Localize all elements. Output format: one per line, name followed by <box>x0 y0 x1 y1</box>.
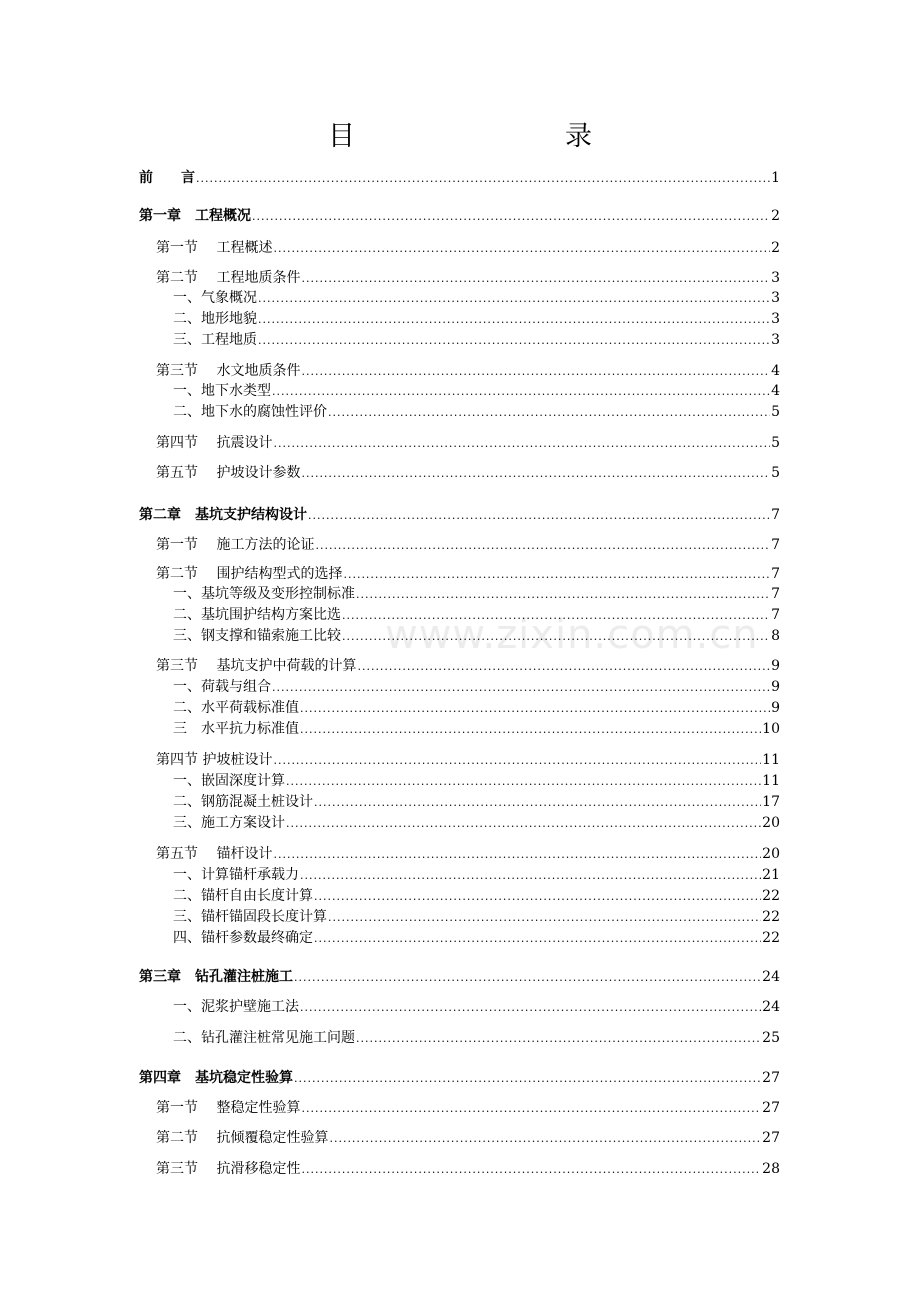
toc-entry[interactable] <box>173 403 780 422</box>
toc-entry-label: 二、锚杆自由长度计算 <box>173 888 313 904</box>
toc-entry[interactable] <box>173 908 780 927</box>
toc-entry[interactable] <box>156 1099 780 1118</box>
toc-entry-label: 前 言 <box>139 170 195 186</box>
dot-leader <box>273 435 770 453</box>
toc-entry-label: 三、工程地质 <box>173 332 257 348</box>
dot-leader <box>301 363 770 381</box>
toc-entry-page: 17 <box>762 794 780 810</box>
toc-entry-page: 4 <box>771 363 780 379</box>
dot-leader <box>314 930 761 948</box>
toc-entry-page: 22 <box>762 888 780 904</box>
dot-leader <box>196 170 770 188</box>
dot-leader <box>356 1030 761 1048</box>
toc-entry[interactable] <box>173 720 780 739</box>
toc-entry-label: 第二节 围护结构型式的选择 <box>156 566 343 582</box>
toc-entry-page: 3 <box>771 290 780 306</box>
toc-entry-page: 9 <box>771 679 780 695</box>
dot-leader <box>356 586 770 604</box>
toc-entry-label: 第一节 工程概述 <box>156 240 273 256</box>
toc-entry-page: 7 <box>771 537 780 553</box>
toc-entry-label: 第二章 基坑支护结构设计 <box>139 507 307 523</box>
toc-entry[interactable] <box>156 464 780 483</box>
dot-leader <box>258 311 770 329</box>
dot-leader <box>357 658 770 676</box>
toc-entry-label: 二、地形地貌 <box>173 311 257 327</box>
toc-entry[interactable] <box>173 699 780 718</box>
toc-entry[interactable] <box>156 362 780 381</box>
toc-entry-page: 3 <box>771 332 780 348</box>
toc-entry-label: 二、钢筋混凝土桩设计 <box>173 794 313 810</box>
toc-entry[interactable] <box>156 565 780 584</box>
toc-entry-page: 7 <box>771 586 780 602</box>
toc-entry[interactable] <box>139 506 780 525</box>
toc-entry-page: 10 <box>762 721 780 737</box>
toc-entry-label: 二、钻孔灌注桩常见施工问题 <box>173 1030 355 1046</box>
dot-leader <box>342 628 770 646</box>
toc-entry-page: 2 <box>771 208 780 224</box>
toc-entry-page: 3 <box>771 311 780 327</box>
dot-leader <box>272 383 770 401</box>
toc-entry[interactable] <box>173 866 780 885</box>
toc-entry-label: 二、基坑围护结构方案比选 <box>173 607 341 623</box>
dot-leader <box>301 270 770 288</box>
toc-entry-label: 一、气象概况 <box>173 290 257 306</box>
toc-entry[interactable] <box>173 929 780 948</box>
toc-entry-page: 27 <box>762 1070 780 1086</box>
toc-entry[interactable] <box>173 678 780 697</box>
toc-entry[interactable] <box>156 845 780 864</box>
toc-entry-page: 24 <box>762 969 780 985</box>
toc-entry-page: 22 <box>762 909 780 925</box>
toc-entry-page: 5 <box>771 435 780 451</box>
toc-entry[interactable] <box>139 169 780 188</box>
dot-leader <box>301 1100 761 1118</box>
toc-entry[interactable] <box>173 382 780 401</box>
dot-leader <box>329 1130 761 1148</box>
toc-entry-page: 5 <box>771 404 780 420</box>
toc-entry[interactable] <box>173 793 780 812</box>
toc-entry[interactable] <box>156 1129 780 1148</box>
toc-entry-page: 7 <box>771 507 780 523</box>
dot-leader <box>286 773 761 791</box>
toc-entry[interactable] <box>173 331 780 350</box>
toc-entry[interactable] <box>173 887 780 906</box>
toc-entry-page: 20 <box>762 815 780 831</box>
toc-entry-label: 第一章 工程概况 <box>139 208 251 224</box>
toc-entry-page: 9 <box>771 700 780 716</box>
watermark: www.zixin.com.cn <box>385 612 759 658</box>
toc-entry-page: 4 <box>771 383 780 399</box>
toc-entry[interactable] <box>173 310 780 329</box>
toc-entry-label: 第五节 护坡设计参数 <box>156 465 301 481</box>
toc-entry-label: 第一节 整稳定性验算 <box>156 1100 301 1116</box>
toc-entry-page: 21 <box>762 867 780 883</box>
toc-entry[interactable] <box>139 1069 780 1088</box>
dot-leader <box>342 607 770 625</box>
toc-entry[interactable] <box>156 1160 780 1179</box>
toc-entry-label: 三、钢支撑和锚索施工比较 <box>173 628 341 644</box>
dot-leader <box>252 208 770 226</box>
toc-entry-page: 1 <box>771 170 780 186</box>
toc-entry-page: 8 <box>771 628 780 644</box>
toc-entry-label: 四、锚杆参数最终确定 <box>173 930 313 946</box>
toc-entry[interactable] <box>173 1029 780 1048</box>
toc-entry-page: 22 <box>762 930 780 946</box>
dot-leader <box>258 332 770 350</box>
dot-leader <box>328 909 761 927</box>
dot-leader <box>294 1070 761 1088</box>
toc-entry[interactable] <box>173 289 780 308</box>
toc-entry-label: 第三章 钻孔灌注桩施工 <box>139 969 293 985</box>
dot-leader <box>314 794 761 812</box>
toc-entry-label: 一、基坑等级及变形控制标准 <box>173 586 355 602</box>
toc-entry-label: 一、计算锚杆承载力 <box>173 867 299 883</box>
dot-leader <box>300 721 761 739</box>
toc-entry-label: 第二节 工程地质条件 <box>156 270 301 286</box>
toc-entry-page: 27 <box>762 1100 780 1116</box>
dot-leader <box>273 846 761 864</box>
toc-entry[interactable] <box>156 239 780 258</box>
dot-leader <box>273 752 761 770</box>
toc-entry-page: 20 <box>762 846 780 862</box>
dot-leader <box>343 566 770 584</box>
toc-entry-label: 一、泥浆护壁施工法 <box>173 999 299 1015</box>
toc-entry[interactable] <box>156 434 780 453</box>
toc-entry-label: 第一节 施工方法的论证 <box>156 537 315 553</box>
dot-leader <box>272 679 770 697</box>
toc-entry[interactable] <box>139 207 780 226</box>
toc-entry-label: 第四节 护坡桩设计 <box>156 752 273 768</box>
dot-leader <box>328 404 770 422</box>
toc-entry-page: 28 <box>762 1161 780 1177</box>
toc-entry[interactable] <box>156 751 780 770</box>
toc-entry-label: 第二节 抗倾覆稳定性验算 <box>156 1130 329 1146</box>
dot-leader <box>300 999 761 1017</box>
dot-leader <box>273 240 770 258</box>
toc-entry-label: 第三节 基坑支护中荷载的计算 <box>156 658 357 674</box>
toc-entry-page: 24 <box>762 999 780 1015</box>
dot-leader <box>300 700 770 718</box>
dot-leader <box>294 969 761 987</box>
toc-entry-label: 第三节 水文地质条件 <box>156 363 301 379</box>
dot-leader <box>314 888 761 906</box>
toc-entry[interactable] <box>173 814 780 833</box>
toc-entry-page: 7 <box>771 566 780 582</box>
dot-leader <box>301 465 770 483</box>
toc-entry[interactable] <box>139 968 780 987</box>
toc-entry-label: 第四节 抗震设计 <box>156 435 273 451</box>
toc-entry-label: 第三节 抗滑移稳定性 <box>156 1161 301 1177</box>
toc-entry[interactable] <box>173 585 780 604</box>
page-title: 目 录 <box>328 121 644 152</box>
dot-leader <box>308 507 770 525</box>
toc-entry-page: 11 <box>762 752 780 768</box>
toc-entry[interactable] <box>156 536 780 555</box>
toc-entry-label: 二、水平荷载标准值 <box>173 700 299 716</box>
toc-entry-page: 25 <box>762 1030 780 1046</box>
dot-leader <box>258 290 770 308</box>
toc-entry-page: 27 <box>762 1130 780 1146</box>
toc-entry[interactable] <box>156 269 780 288</box>
toc-entry-page: 3 <box>771 270 780 286</box>
toc-entry-label: 一、荷载与组合 <box>173 679 271 695</box>
toc-entry-label: 第四章 基坑稳定性验算 <box>139 1070 293 1086</box>
dot-leader <box>301 1161 761 1179</box>
toc-entry-label: 第五节 锚杆设计 <box>156 846 273 862</box>
toc-entry-label: 三、锚杆锚固段长度计算 <box>173 909 327 925</box>
toc-entry-page: 9 <box>771 658 780 674</box>
dot-leader <box>315 537 770 555</box>
toc-entry-label: 二、地下水的腐蚀性评价 <box>173 404 327 420</box>
dot-leader <box>286 815 761 833</box>
toc-entry-label: 一、地下水类型 <box>173 383 271 399</box>
toc-entry-label: 一、嵌固深度计算 <box>173 773 285 789</box>
toc-entry-page: 7 <box>771 607 780 623</box>
toc-entry[interactable] <box>156 657 780 676</box>
toc-entry[interactable] <box>173 606 780 625</box>
dot-leader <box>300 867 761 885</box>
toc-entry[interactable] <box>173 627 780 646</box>
toc-entry[interactable] <box>173 998 780 1017</box>
toc-entry-page: 5 <box>771 465 780 481</box>
toc-entry-page: 2 <box>771 240 780 256</box>
toc-entry[interactable] <box>173 772 780 791</box>
toc-entry-label: 三 水平抗力标准值 <box>173 721 299 737</box>
toc-entry-label: 三、施工方案设计 <box>173 815 285 831</box>
toc-entry-page: 11 <box>762 773 780 789</box>
